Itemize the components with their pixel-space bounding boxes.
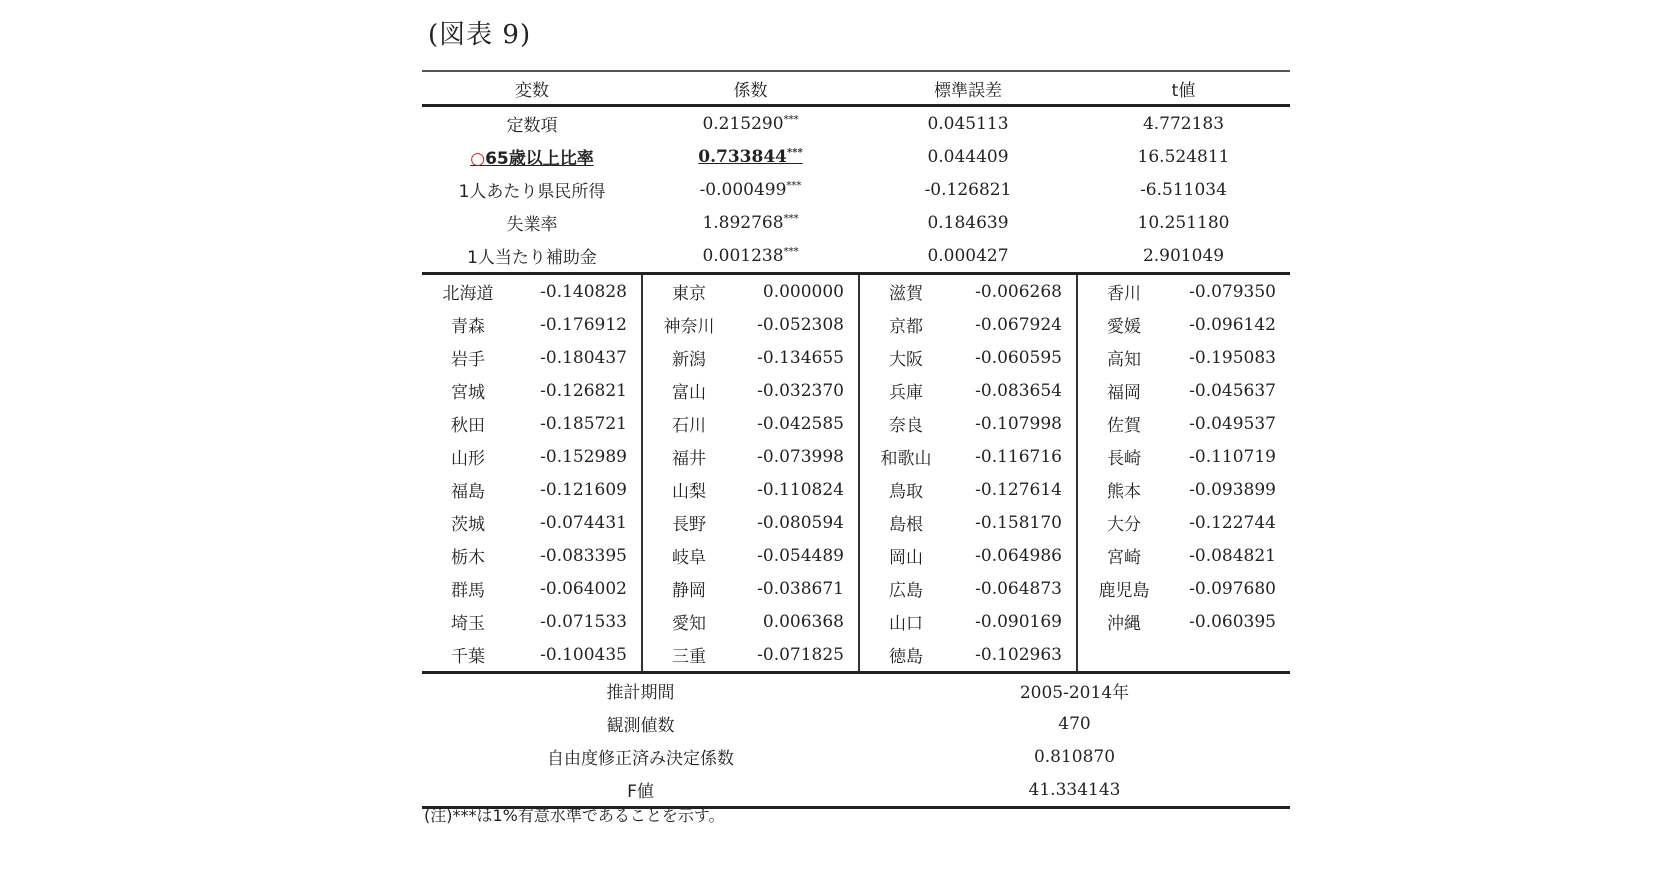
significance-stars: *** [787, 146, 803, 158]
prefecture-row [860, 308, 1076, 341]
prefecture-row [422, 374, 641, 407]
prefecture-row [860, 638, 1076, 671]
circle-marker-icon: ○ [470, 149, 486, 169]
prefecture-name: 秋田 [451, 416, 485, 436]
variable-name: 定数項 [506, 116, 558, 136]
prefecture-row [422, 341, 641, 374]
prefecture-row [643, 374, 858, 407]
prefecture-row [1078, 539, 1290, 572]
prefecture-row [860, 341, 1076, 374]
prefecture-coefficient: -0.093899 [1189, 479, 1276, 500]
prefecture-name: 岐阜 [672, 548, 706, 568]
prefecture-coefficient: -0.100435 [540, 644, 627, 665]
prefecture-coefficient: -0.195083 [1189, 347, 1276, 368]
prefecture-row [860, 440, 1076, 473]
significance-stars: *** [783, 113, 799, 125]
prefecture-coefficient: -0.064986 [975, 545, 1062, 566]
prefecture-row [860, 506, 1076, 539]
header-row [422, 72, 1290, 104]
prefecture-row [860, 275, 1076, 308]
prefecture-row [422, 440, 641, 473]
variable-row [422, 206, 1290, 239]
prefecture-row [422, 605, 641, 638]
prefecture-name: 三重 [672, 647, 706, 667]
prefecture-row [1078, 572, 1290, 605]
stat-value: 41.334143 [1028, 779, 1121, 800]
prefecture-coefficient: -0.079350 [1189, 281, 1276, 302]
prefecture-coefficient: -0.032370 [757, 380, 844, 401]
stat-label: 自由度修正済み決定係数 [547, 749, 734, 769]
prefecture-coefficient: -0.067924 [975, 314, 1062, 335]
stat-row [422, 707, 1290, 740]
prefecture-coefficient: -0.049537 [1189, 413, 1276, 434]
prefecture-coefficient: -0.140828 [540, 281, 627, 302]
prefecture-coefficient: -0.080594 [757, 512, 844, 533]
variable-row [422, 173, 1290, 206]
prefecture-coefficient: -0.052308 [757, 314, 844, 335]
prefecture-row [1078, 473, 1290, 506]
prefecture-row [643, 440, 858, 473]
t-value: -6.511034 [1140, 179, 1227, 200]
prefecture-name: 佐賀 [1107, 416, 1141, 436]
summary-statistics [422, 674, 1290, 806]
prefecture-name: 高知 [1107, 350, 1141, 370]
t-value: 4.772183 [1142, 113, 1225, 134]
prefecture-name: 奈良 [889, 416, 923, 436]
variable-row [422, 140, 1290, 173]
prefecture-row [422, 407, 641, 440]
prefecture-row [860, 572, 1076, 605]
prefecture-coefficient: -0.073998 [757, 446, 844, 467]
prefecture-row [1078, 275, 1290, 308]
prefecture-coefficient: -0.071825 [757, 644, 844, 665]
prefecture-coefficient: -0.090169 [975, 611, 1062, 632]
stat-row [422, 773, 1290, 806]
prefecture-name: 鳥取 [889, 482, 923, 502]
prefecture-coefficient: -0.083654 [975, 380, 1062, 401]
prefecture-row [1078, 341, 1290, 374]
variable-row [422, 107, 1290, 140]
prefecture-coefficient: -0.060395 [1189, 611, 1276, 632]
prefecture-name: 富山 [672, 383, 706, 403]
coefficient: -0.000499*** [699, 179, 802, 200]
std-error: 0.000427 [927, 245, 1009, 266]
prefecture-name: 大分 [1107, 515, 1141, 535]
prefecture-row [643, 539, 858, 572]
variable-name: 失業率 [506, 215, 558, 235]
prefecture-name: 長野 [672, 515, 706, 535]
prefecture-coefficient: -0.064002 [540, 578, 627, 599]
prefecture-name: 山形 [451, 449, 485, 469]
prefecture-name: 石川 [672, 416, 706, 436]
t-value: 2.901049 [1142, 245, 1225, 266]
prefecture-row [860, 539, 1076, 572]
prefecture-name: 京都 [889, 317, 923, 337]
prefecture-name: 愛知 [672, 614, 706, 634]
prefecture-coefficient: -0.097680 [1189, 578, 1276, 599]
prefecture-coefficient: -0.060595 [975, 347, 1062, 368]
prefecture-row [860, 407, 1076, 440]
prefecture-name: 新潟 [672, 350, 706, 370]
prefecture-coefficient: -0.176912 [540, 314, 627, 335]
prefecture-name: 熊本 [1107, 482, 1141, 502]
coefficient: 0.001238*** [702, 245, 799, 266]
prefecture-row [643, 572, 858, 605]
stat-label: 観測値数 [606, 716, 675, 736]
prefecture-row [422, 308, 641, 341]
prefecture-name: 群馬 [451, 581, 485, 601]
prefecture-name: 兵庫 [889, 383, 923, 403]
prefecture-row [422, 473, 641, 506]
header-coefficient: 係数 [733, 80, 768, 101]
prefecture-row [643, 275, 858, 308]
prefecture-row [1078, 374, 1290, 407]
prefecture-coefficient: -0.074431 [540, 512, 627, 533]
prefecture-coefficient: 0.000000 [762, 281, 844, 302]
prefecture-coefficient: -0.084821 [1189, 545, 1276, 566]
prefecture-name: 香川 [1107, 284, 1141, 304]
coefficient: 0.215290*** [702, 113, 799, 134]
prefecture-name: 滋賀 [889, 284, 923, 304]
t-value: 10.251180 [1137, 212, 1230, 233]
prefecture-name: 島根 [889, 515, 923, 535]
prefecture-coefficient: -0.110824 [757, 479, 844, 500]
stat-value: 0.810870 [1033, 746, 1116, 767]
prefecture-row [422, 572, 641, 605]
prefecture-row [422, 539, 641, 572]
prefecture-name: 宮崎 [1107, 548, 1141, 568]
prefecture-dummies [422, 275, 1290, 671]
variable-row [422, 239, 1290, 272]
prefecture-row [422, 638, 641, 671]
variable-name: 1人あたり県民所得 [458, 182, 606, 202]
prefecture-coefficient: -0.126821 [540, 380, 627, 401]
variable-name: ○65歳以上比率 [470, 149, 594, 169]
stat-label: F値 [627, 782, 654, 802]
prefecture-row [860, 374, 1076, 407]
prefecture-coefficient: -0.107998 [975, 413, 1062, 434]
prefecture-name: 福岡 [1107, 383, 1141, 403]
t-value: 16.524811 [1137, 146, 1230, 167]
stat-row [422, 674, 1290, 707]
prefecture-row [422, 275, 641, 308]
variable-rows [422, 107, 1290, 272]
coefficient: 1.892768*** [702, 212, 799, 233]
prefecture-row [643, 638, 858, 671]
prefecture-coefficient: -0.102963 [975, 644, 1062, 665]
prefecture-coefficient: -0.158170 [975, 512, 1062, 533]
prefecture-coefficient: -0.054489 [757, 545, 844, 566]
prefecture-column [643, 275, 860, 671]
stat-value: 470 [1058, 713, 1091, 734]
variable-name: 1人当たり補助金 [467, 248, 597, 268]
prefecture-row [1078, 407, 1290, 440]
prefecture-name: 宮城 [451, 383, 485, 403]
prefecture-coefficient: -0.185721 [540, 413, 627, 434]
std-error: 0.184639 [927, 212, 1009, 233]
prefecture-name: 福井 [672, 449, 706, 469]
prefecture-coefficient: -0.045637 [1189, 380, 1276, 401]
prefecture-coefficient: -0.116716 [975, 446, 1062, 467]
prefecture-row [1078, 605, 1290, 638]
prefecture-coefficient: -0.127614 [975, 479, 1062, 500]
prefecture-row [1078, 440, 1290, 473]
prefecture-name: 神奈川 [663, 317, 715, 337]
prefecture-name: 山梨 [672, 482, 706, 502]
prefecture-row [643, 473, 858, 506]
prefecture-coefficient: -0.122744 [1189, 512, 1276, 533]
prefecture-row [860, 473, 1076, 506]
prefecture-coefficient: -0.121609 [540, 479, 627, 500]
header-std-error: 標準誤差 [934, 80, 1002, 101]
header-t-value: t値 [1171, 80, 1196, 101]
prefecture-row [643, 308, 858, 341]
prefecture-coefficient: -0.006268 [975, 281, 1062, 302]
footnote: (注)***は1%有意水準であることを示す。 [424, 806, 725, 825]
prefecture-name: 千葉 [451, 647, 485, 667]
prefecture-row [422, 506, 641, 539]
regression-table [422, 70, 1290, 809]
prefecture-coefficient: -0.071533 [540, 611, 627, 632]
prefecture-name: 栃木 [451, 548, 485, 568]
significance-stars: *** [786, 179, 802, 191]
prefecture-coefficient: -0.096142 [1189, 314, 1276, 335]
significance-stars: *** [783, 245, 799, 257]
prefecture-name: 愛媛 [1107, 317, 1141, 337]
prefecture-name: 東京 [672, 284, 706, 304]
prefecture-coefficient: -0.110719 [1189, 446, 1276, 467]
prefecture-name: 岡山 [889, 548, 923, 568]
prefecture-column [422, 275, 643, 671]
figure-title: (図表 9) [428, 20, 532, 50]
prefecture-row [860, 605, 1076, 638]
prefecture-row [643, 605, 858, 638]
prefecture-row [1078, 308, 1290, 341]
prefecture-name: 山口 [889, 614, 923, 634]
prefecture-coefficient: -0.038671 [757, 578, 844, 599]
prefecture-name: 大阪 [889, 350, 923, 370]
stat-row [422, 740, 1290, 773]
prefecture-column [1078, 275, 1290, 671]
prefecture-name: 岩手 [451, 350, 485, 370]
prefecture-coefficient: -0.152989 [540, 446, 627, 467]
prefecture-row [1078, 506, 1290, 539]
stat-value: 2005-2014年 [1019, 683, 1130, 703]
prefecture-name: 広島 [889, 581, 923, 601]
prefecture-row [643, 407, 858, 440]
prefecture-name: 長崎 [1107, 449, 1141, 469]
prefecture-name: 静岡 [672, 581, 706, 601]
prefecture-name: 茨城 [451, 515, 485, 535]
prefecture-column [860, 275, 1078, 671]
prefecture-row [643, 341, 858, 374]
prefecture-name: 埼玉 [451, 614, 485, 634]
std-error: -0.126821 [924, 179, 1012, 200]
stat-label: 推計期間 [606, 683, 675, 703]
prefecture-name: 北海道 [442, 284, 494, 304]
prefecture-name: 青森 [451, 317, 485, 337]
prefecture-coefficient: 0.006368 [762, 611, 844, 632]
coefficient: 0.733844*** [698, 146, 803, 167]
prefecture-name: 徳島 [889, 647, 923, 667]
prefecture-name: 福島 [451, 482, 485, 502]
prefecture-name: 鹿児島 [1098, 581, 1150, 601]
prefecture-name: 和歌山 [880, 449, 932, 469]
prefecture-row [643, 506, 858, 539]
prefecture-coefficient: -0.134655 [757, 347, 844, 368]
prefecture-name: 沖縄 [1107, 614, 1141, 634]
prefecture-coefficient: -0.042585 [757, 413, 844, 434]
prefecture-coefficient: -0.083395 [540, 545, 627, 566]
std-error: 0.045113 [927, 113, 1009, 134]
prefecture-row [1078, 638, 1290, 671]
std-error: 0.044409 [927, 146, 1009, 167]
significance-stars: *** [783, 212, 799, 224]
prefecture-coefficient: -0.180437 [540, 347, 627, 368]
header-variable: 変数 [515, 80, 549, 101]
prefecture-coefficient: -0.064873 [975, 578, 1062, 599]
